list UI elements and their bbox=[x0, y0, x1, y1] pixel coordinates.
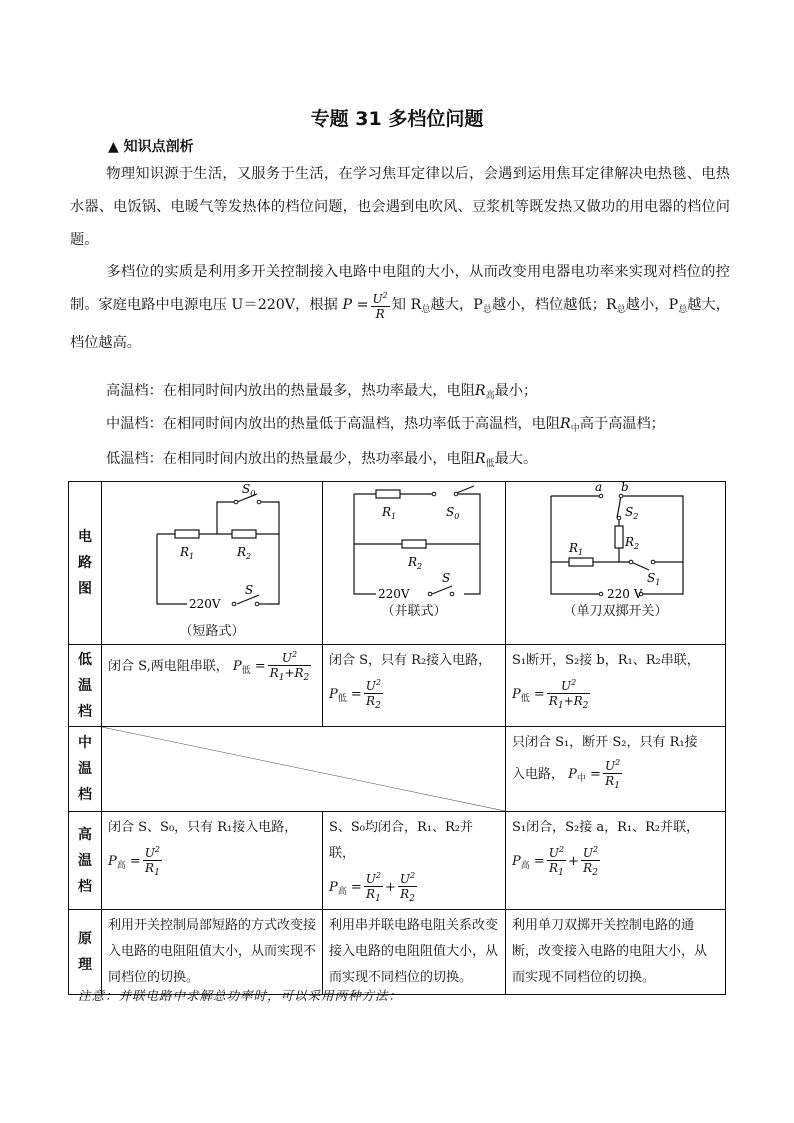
row-label-principle: 原理 bbox=[69, 910, 102, 995]
svg-text:220V: 220V bbox=[378, 587, 410, 601]
section-heading: ▲ 知识点剖析 bbox=[108, 139, 194, 155]
paragraph-essence: 多档位的实质是利用多开关控制接入电路中电阻的大小，从而改变用电器电功率来实现对档位的控制。家庭电路中电源电压 U＝220V，根据 P = $\frac{U^2}{R}$ 知 $R_总$越大，$P_总$越小，档位越低；$R_总$越小，$P_总$越大，档位越高。 bbox=[70, 264, 730, 351]
mid-cell-spdt: 只闭合 S₁，断开 S₂，只有 R₁接 入电路， $P_中$ = $\frac{U^2}{R_1}$ bbox=[506, 727, 726, 812]
low-gear-line: 低温档：在相同时间内放出的热量最少，热功率最小，电阻$R_低$最大。 bbox=[106, 451, 538, 469]
row-label-high: 高温档 bbox=[69, 812, 102, 910]
caption-short: （短路式） bbox=[179, 624, 245, 639]
svg-text:220 V: 220 V bbox=[606, 587, 642, 601]
note-text: 注意：并联电路中求解总功率时，可以采用两种方法： bbox=[78, 988, 403, 1003]
row-label-circuit: 电路图 bbox=[69, 482, 102, 645]
svg-text:S: S bbox=[245, 583, 254, 597]
high-cell-spdt: S₁闭合，S₂接 a，R₁、R₂并联， $P_高$ = $\frac{U^2}{R_1}$ + $\frac{U^2}{R_2}$ bbox=[506, 812, 726, 910]
principle-short: 利用开关控制局部短路的方式改变接入电路的电阻阻值大小，从而实现不同档位的切换。 bbox=[102, 910, 323, 995]
low-cell-spdt: S₁断开，S₂接 b，R₁、R₂串联， $P_低$ = $\frac{U^2}{R_1+R_2}$ bbox=[506, 645, 726, 727]
principle-parallel: 利用串并联电路电阻关系改变接入电路的电阻阻值大小，从而实现不同档位的切换。 bbox=[323, 910, 506, 995]
svg-text:R1: $R_1$ bbox=[180, 545, 195, 561]
svg-text:S0: $S_0$ bbox=[242, 482, 256, 498]
row-label-mid: 中温档 bbox=[69, 727, 102, 812]
low-cell-parallel: 闭合 S，只有 R₂接入电路， $P_低$ = $\frac{U^2}{R_2}$ bbox=[323, 645, 506, 727]
low-cell-short: 闭合 S,两电阻串联， $P_低$ = $\frac{U^2}{R_1+R_2}$ bbox=[102, 645, 323, 727]
row-label-low: 低温档 bbox=[69, 645, 102, 727]
gear-table bbox=[68, 481, 726, 995]
circuit-short bbox=[102, 482, 323, 645]
svg-text:a: a bbox=[594, 482, 602, 494]
mid-gear-line: 中温档：在相同时间内放出的热量低于高温档，热功率低于高温档，电阻$R_中$高于高温档； bbox=[106, 416, 665, 434]
caption-spdt: （单刀双掷开关） bbox=[563, 604, 668, 619]
circuit-spdt bbox=[506, 482, 726, 645]
svg-text:R1: $R_1$ bbox=[382, 505, 397, 521]
diagonal-slash bbox=[102, 727, 505, 811]
high-cell-short: 闭合 S、S₀，只有 R₁接入电路， $P_高$ = $\frac{U^2}{R_1}$ bbox=[102, 812, 323, 910]
svg-text:R2: $R_2$ bbox=[408, 555, 423, 571]
svg-text:R2: $R_2$ bbox=[237, 545, 252, 561]
svg-text:R2: $R_2$ bbox=[624, 535, 639, 551]
svg-text:b: b bbox=[620, 482, 629, 494]
page-title: 专题 31 多档位问题 bbox=[310, 108, 484, 130]
paragraph-intro: 物理知识源于生活，又服务于生活，在学习焦耳定律以后，会遇到运用焦耳定律解决电热毯、电热水器、电饭锅、电暖气等发热体的档位问题，也会遇到电吹风、豆浆机等既发热又做功的用电器的档位问题。 bbox=[70, 166, 730, 248]
svg-text:S: S bbox=[442, 571, 451, 585]
mid-cell-empty bbox=[102, 727, 506, 812]
short-circuit-diagram bbox=[107, 482, 317, 622]
svg-text:220V: 220V bbox=[189, 597, 221, 611]
spdt-circuit-diagram bbox=[521, 482, 711, 602]
svg-text:S0: $S_0$ bbox=[446, 505, 460, 521]
svg-text:R1: $R_1$ bbox=[568, 541, 583, 557]
svg-text:S1: $S_1$ bbox=[646, 571, 660, 587]
principle-spdt: 利用单刀双掷开关控制电路的通断，改变接入电路的电阻大小，从而实现不同档位的切换。 bbox=[506, 910, 726, 995]
svg-text:S2: $S_2$ bbox=[624, 505, 638, 521]
high-gear-line: 高温档：在相同时间内放出的热量最多，热功率最大，电阻$R_高$最小； bbox=[106, 383, 538, 401]
parallel-circuit-diagram bbox=[324, 482, 504, 602]
circuit-parallel bbox=[323, 482, 506, 645]
high-cell-parallel: S、S₀均闭合，R₁、R₂并联， $P_高$ = $\frac{U^2}{R_1}$ + $\frac{U^2}{R_2}$ bbox=[323, 812, 506, 910]
caption-parallel: （并联式） bbox=[381, 604, 447, 619]
